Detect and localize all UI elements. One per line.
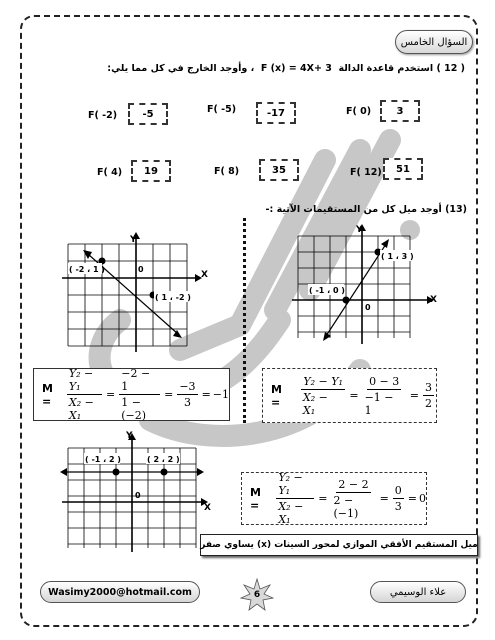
func-label: F( 4) [97,167,123,178]
func-answer-box: 35 [259,159,299,181]
point-label: ( -1 ، 2 ) [85,455,121,464]
point-label: ( 1 ، 3 ) [381,252,414,261]
author-name: علاء الوسيمي [370,581,466,603]
q13-instruction: (13) أوجد ميل كل من المستقيمات الآتية :- [265,204,467,215]
x-axis-label: X [204,503,211,513]
x-axis-label: X [201,270,208,280]
point-label: ( -2 ، 1 ) [69,265,105,274]
func-answer-box: 51 [383,158,423,180]
slope-calculation-2: M = $\frac{\text{Y₂ − Y₁}}{\text{X₂ − X₁}}$ = $\frac{0 - 3}{-1 - 1}$ = $\frac{3}{2}$ [262,368,437,423]
author-email: Wasimy2000@hotmail.com [40,581,200,603]
slope-label: M = [42,381,53,408]
func-label: F( -2) [88,110,118,121]
origin-label: 0 [138,265,144,274]
q12-formula: F (x) = 4X+ 3 [260,63,332,74]
section-title: السؤال الخامس [395,30,473,54]
graph-2 [290,222,440,347]
func-label: F( -5) [207,104,237,115]
origin-label: 0 [135,491,141,500]
page-number: 6 [253,590,261,600]
point-label: ( 1 ، -2 ) [155,293,191,302]
q12-instruction [107,63,465,74]
y-axis-label: Y [126,431,133,441]
func-answer-box: -5 [128,103,168,125]
graph-3 [60,430,210,555]
point-label: ( 2 ، 2 ) [147,455,180,464]
slope-result: −1 [212,388,229,401]
page-number-badge [240,578,274,612]
func-label: F( 0) [346,106,372,117]
graph-1 [58,232,208,357]
x-axis-label: X [430,295,437,305]
origin-label: 0 [365,303,371,312]
q12-instruction-tail: ، وأوجد الخارج في كل مما يلي: [107,63,255,74]
slope-label: M = [250,485,261,512]
point-label: ( -1 ، 0 ) [309,286,345,295]
func-answer-box: -17 [256,102,296,124]
y-axis-label: Y [356,225,363,235]
vertical-divider [243,218,246,423]
func-label: F( 8) [214,166,240,177]
func-answer-box: 19 [131,160,171,182]
slope-label: M = [271,382,282,409]
slope-calculation-1: M = $\frac{\text{Y₂ − Y₁}}{\text{X₂ − X₁}}$ = $\frac{-2 - 1}{1 - (-2)}$ = $\frac{-3}{3}$ = −1 [33,368,230,421]
func-label: F( 12) [350,167,382,178]
q12-number: ( 12 ) [436,63,465,74]
q12-instruction-text: استخدم قاعدة الدالة [338,63,434,74]
conclusion-note: ميل المستقيم الأفقي الموازي لمحور السينات (x) يساوي صفر [200,534,478,556]
slope-result: 0 [419,492,426,505]
func-answer-box: 3 [380,100,420,122]
slope-calculation-3: M = $\frac{\text{Y₂ − Y₁}}{\text{X₂ − X₁}}$ = $\frac{2 - 2}{2 - (-1)}$ = $\frac{0}{3}$ = 0 [241,472,427,525]
y-axis-label: Y [130,235,137,245]
